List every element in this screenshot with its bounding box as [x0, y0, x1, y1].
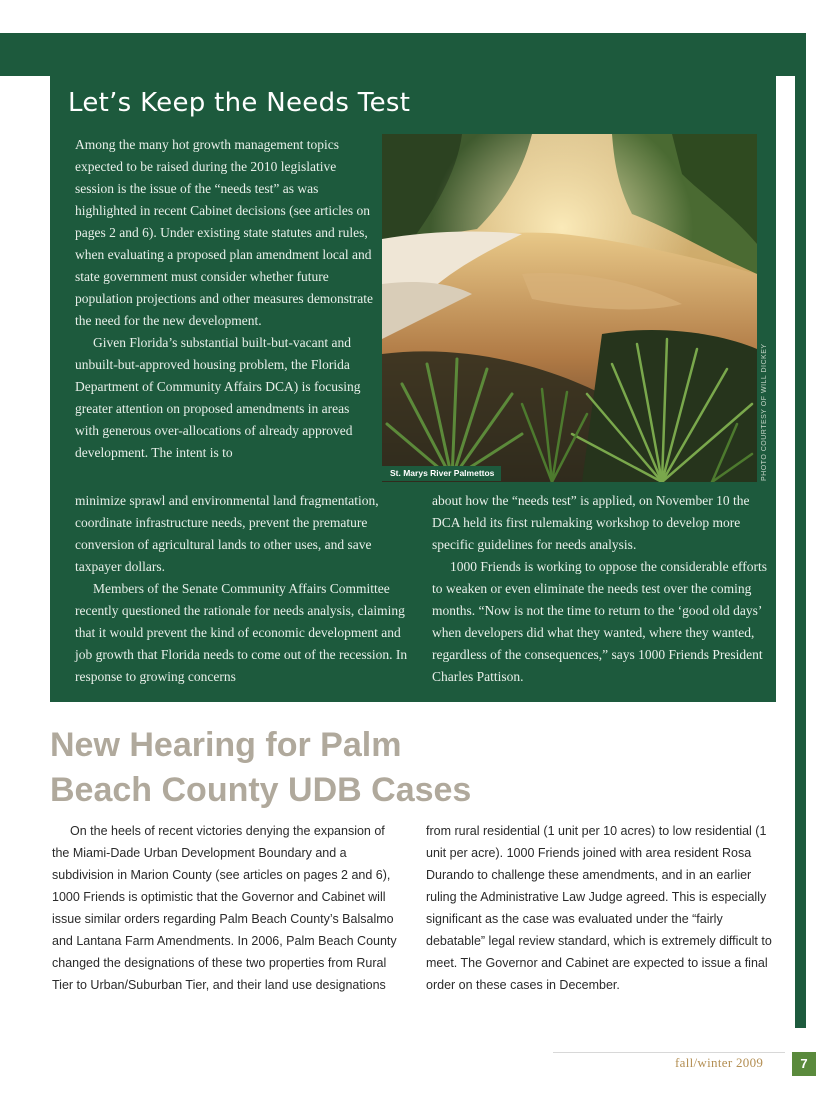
- photo-credit: PHOTO COURTESY OF WILL DICKEY: [761, 343, 768, 481]
- article-column-right: [426, 820, 778, 996]
- article-headline: [50, 723, 610, 813]
- river-palmettos-photo: [382, 134, 757, 482]
- article-paragraph: from rural residential (1 unit per 10 acres) to low residential (1 unit per acre). 1000 Friends joined with area resident Rosa Durando to challenge these amendments, and in an earlier ruling the Administrative Law Judge agreed. This is especially significant as the case was evaluated under the “fairly debatable” legal review standard, which is extremely difficult to meet. The Governor and Cabinet are expected to issue a final order on these cases in December.: [426, 824, 772, 992]
- sidebar-paragraph: about how the “needs test” is applied, on November 10 the DCA held its first rulemaking workshop to develop more specific guidelines for needs analysis.: [432, 493, 750, 552]
- headline-line: New Hearing for Palm: [50, 726, 402, 764]
- sidebar-paragraph: Among the many hot growth management topics expected to be raised during the 2010 legislative session is the issue of the “needs test” as was highlighted in recent Cabinet decisions (see articles on pages 2 and 6). Under existing state statutes and rules, when evaluating a proposed plan amendment local and state government must consider whether future population projections and other measures demonstrate the need for the new development.: [75, 137, 374, 328]
- sidebar-paragraph: Members of the Senate Community Affairs Committee recently questioned the rationale for needs analysis, claiming that it would prevent the kind of economic development and job growth that Florida needs to come out of the recession. In response to growing concerns: [75, 581, 408, 684]
- sidebar-paragraph: 1000 Friends is working to oppose the considerable efforts to weaken or even eliminate the needs test over the coming months. “Now is not the time to return to the ‘good old days’ when developers did what they wanted, where they wanted, regardless of the consequences,” says 1000 Friends President Charles Pattison.: [432, 559, 767, 684]
- sidebar-column-top: [75, 134, 375, 464]
- sidebar-paragraph: minimize sprawl and environmental land fragmentation, coordinate infrastructure needs, prevent the premature conversion of agricultural lands to other uses, and save taxpayer dollars.: [75, 493, 379, 574]
- sidebar-column-left: [75, 490, 415, 688]
- footer-rule: [553, 1052, 785, 1053]
- sidebar-title: Let’s Keep the Needs Test: [68, 88, 411, 118]
- article-paragraph: On the heels of recent victories denying the expansion of the Miami-Dade Urban Development Boundary and a subdivision in Marion County (see articles on pages 2 and 6), 1000 Friends is optimistic that the Governor and Cabinet will issue similar orders regarding Palm Beach County’s Balsalmo and Lantana Farm Amendments. In 2006, Palm Beach County changed the designations of these two properties from Rural Tier to Urban/Suburban Tier, and their land use designations: [52, 824, 397, 992]
- article-column-left: [52, 820, 404, 996]
- sidebar-paragraph: Given Florida’s substantial built-but-vacant and unbuilt-but-approved housing problem, the Florida Department of Community Affairs DCA) is focusing greater attention on proposed amendments in areas with generous over-allocations of already approved development. The intent is to: [75, 335, 361, 460]
- photo-caption: St. Marys River Palmettos: [382, 466, 501, 481]
- sidebar-column-right: [432, 490, 772, 688]
- headline-line: Beach County UDB Cases: [50, 771, 472, 809]
- page-number-badge: 7: [792, 1052, 816, 1076]
- issue-label: fall/winter 2009: [675, 1055, 764, 1070]
